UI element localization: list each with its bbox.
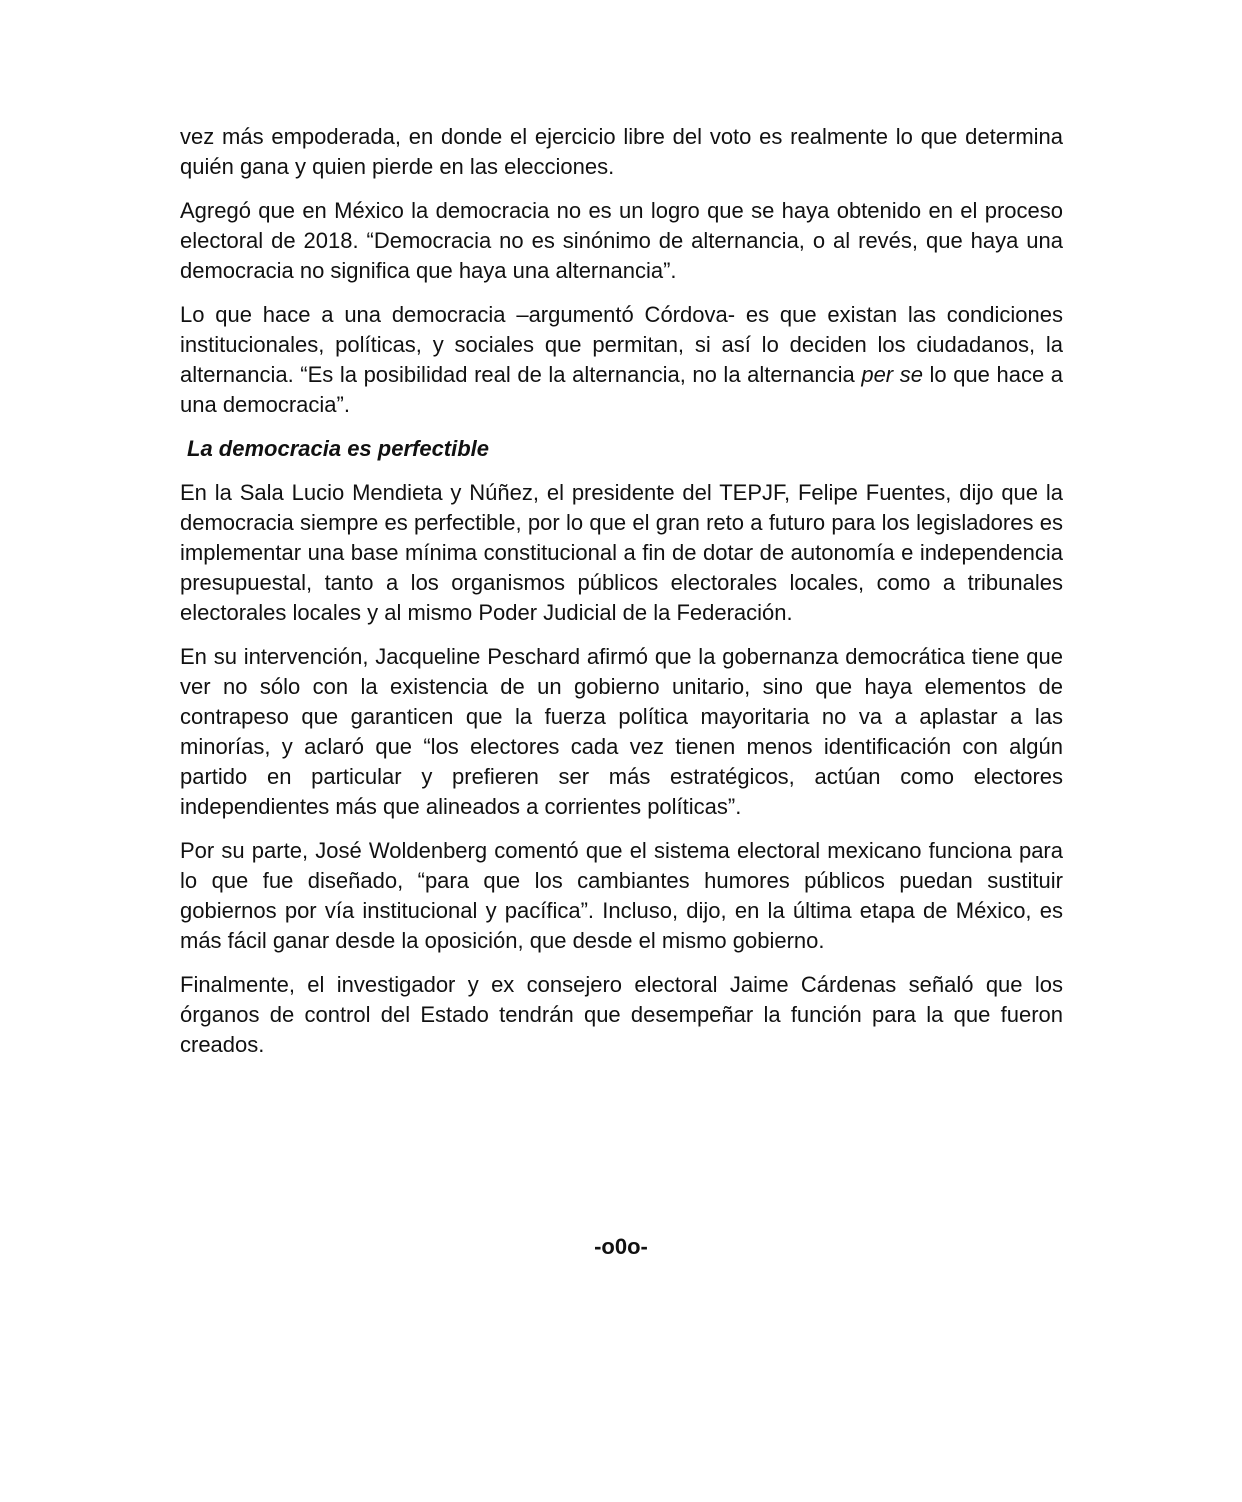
end-of-document-mark: -o0o- [594, 1234, 648, 1259]
document-body [180, 122, 1063, 1074]
paragraph-3-text-end: lo que hace a una democracia”. [180, 362, 1063, 417]
paragraph-4: En la Sala Lucio Mendieta y Núñez, el presidente del TEPJF, Felipe Fuentes, dijo que la democracia siempre es perfectible, por lo que el gran reto a futuro para los legisladores es implementar una base mínima constitucional a fin de dotar de autonomía e independencia presupuestal, tanto a los organismos públicos electorales locales, como a tribunales electorales locales y al mismo Poder Judicial de la Federación. [180, 480, 1063, 625]
paragraph-2: Agregó que en México la democracia no es un logro que se haya obtenido en el proceso electoral de 2018. “Democracia no es sinónimo de alternancia, o al revés, que haya una democracia no significa que haya una alternancia”. [180, 198, 1063, 283]
paragraph-3-italic-term: per se [861, 362, 923, 387]
section-heading: La democracia es perfectible [187, 436, 490, 461]
paragraph-3 [180, 300, 1063, 420]
paragraph-1: vez más empoderada, en donde el ejercicio libre del voto es realmente lo que determina quién gana y quien pierde en las elecciones. [180, 124, 1063, 179]
paragraph-3-text-start: Lo que hace a una democracia –argumentó Córdova- es que existan las condiciones institucionales, políticas, y sociales que permitan, si así lo deciden los ciudadanos, la alternancia. “Es la posibilidad real de la alternancia, no la alternancia [180, 302, 1063, 387]
paragraph-5: En su intervención, Jacqueline Peschard afirmó que la gobernanza democrática tiene que ver no sólo con la existencia de un gobierno unitario, sino que haya elementos de contrapeso que garanticen que la fuerza política mayoritaria no va a aplastar a las minorías, y aclaró que “los electores cada vez tienen menos identificación con algún partido en particular y prefieren ser más estratégicos, actúan como electores independientes más que alineados a corrientes políticas”. [180, 644, 1063, 819]
paragraph-7: Finalmente, el investigador y ex consejero electoral Jaime Cárdenas señaló que los órganos de control del Estado tendrán que desempeñar la función para la que fueron creados. [180, 972, 1063, 1057]
paragraph-6: Por su parte, José Woldenberg comentó que el sistema electoral mexicano funciona para lo que fue diseñado, “para que los cambiantes humores públicos puedan sustituir gobiernos por vía institucional y pacífica”. Incluso, dijo, en la última etapa de México, es más fácil ganar desde la oposición, que desde el mismo gobierno. [180, 838, 1063, 953]
